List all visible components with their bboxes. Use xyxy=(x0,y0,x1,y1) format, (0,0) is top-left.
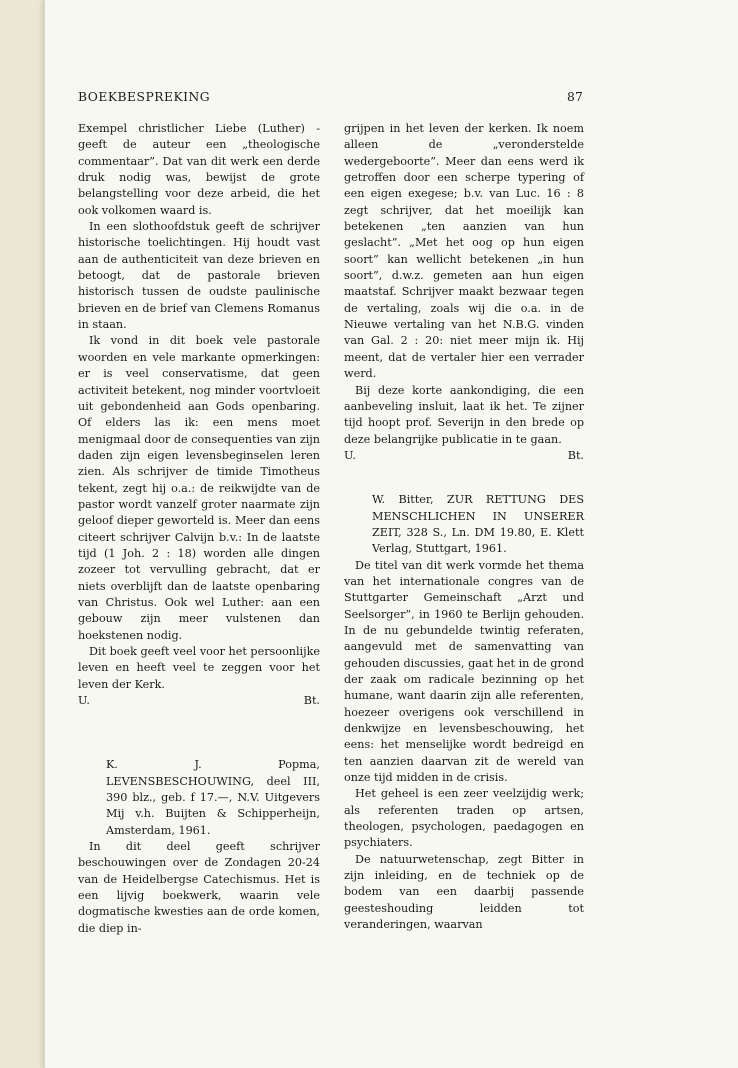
review-signature xyxy=(344,448,584,464)
signature-initial: U. xyxy=(78,694,90,708)
signature-reviewer: Bt. xyxy=(567,448,584,462)
paragraph: grijpen in het leven der kerken. Ik noem alleen de „veronderstelde wedergeboorte”. Meer dan eens werd ik getroffen door een scherpe typering of een eigen exegese; b.v. van Luc. 16 : 8 zegt schrijver, dat het moeilijk kan betekenen „ten aanzien van hun geslacht”. „Met het oog op hun eigen soort” kan wellicht betekenen „in hun soort”, d.w.z. gemeten aan hun eigen maatstaf. Schrijver maakt bezwaar tegen de vertaling, zoals wij die o.a. in de Nieuwe vertaling van het N.B.G. vinden van Gal. 2 : 20: niet meer mijn ik. Hij meent, dat de vertaler hier een verrader werd. xyxy=(344,122,584,381)
right-column xyxy=(344,121,584,934)
review-signature xyxy=(78,693,320,709)
paragraph: Bij deze korte aankondiging, die een aanbeveling insluit, laat ik het. Te zijner tijd hoopt prof. Severijn in den brede op deze belangrijke publicatie in te gaan. xyxy=(344,383,584,446)
paragraph: Dit boek geeft veel voor het persoonlijke leven en heeft veel te zeggen voor het leven der Kerk. xyxy=(78,645,320,691)
paragraph: Het geheel is een zeer veelzijdig werk; als referenten traden op artsen, theologen, psychologen, paedagogen en psychiaters. xyxy=(344,787,584,850)
book-reference: W. Bitter, ZUR RETTUNG DES MENSCHLICHEN IN UNSERER ZEIT, 328 S., Ln. DM 19.80, E. Klett Verlag, Stuttgart, 1961. xyxy=(372,493,584,556)
paragraph: De titel van dit werk vormde het thema van het internationale congres van de Stuttgarter Gemeinschaft „Arzt und Seelsorger”, in 1960 te Berlijn gehouden. In de nu gebundelde twintig referaten, aangevuld met de samenvatting van gehouden discussies, gaat het in de grond der zaak om radicale bezinning op het humane, want daarin zijn alle referenten, hoezeer overigens ook verschillend in denkwijze en levensbeschouwing, het eens: het menselijke wordt bedreigd en ten aanzien daarvan zit de wereld van onze tijd midden in de crisis. xyxy=(344,558,584,785)
running-header-title: BOEKBESPREKING xyxy=(78,90,211,104)
paragraph: Ik vond in dit boek vele pastorale woorden en vele markante opmerkingen: er is veel conservatisme, dat geen activiteit betekent, nog minder voortvloeit uit gebondenheid aan Gods openbaring. Of elders las ik: een mens moet menigmaal door de consequenties van zijn daden zijn eigen levensbeginselen leren zien. Als schrijver de timide Timotheus tekent, zegt hij o.a.: de reikwijdte van de pastor wordt vanzelf groter naarmate zijn geloof dieper geworteld is. Meer dan eens citeert schrijver Calvijn b.v.: In de laatste tijd (1 Joh. 2 : 18) worden alle dingen zozeer tot vervulling gebracht, dat er niets overblijft dan de laatste openbaring van Christus. Ook wel Luther: aan een gebouw zijn meer vulstenen dan hoekstenen nodig. xyxy=(78,334,320,642)
paragraph: In een slothoofdstuk geeft de schrijver historische toelichtingen. Hij houdt vast aan de authenticiteit van deze brieven en betoogt, dat de pastorale brieven historisch tussen de oudste paulinische brieven en de brief van Clemens Romanus in staan. xyxy=(78,220,320,332)
signature-reviewer: Bt. xyxy=(303,694,320,708)
signature-initial: U. xyxy=(344,448,356,462)
paragraph: Exempel christlicher Liebe (Luther) - geeft de auteur een „theologische commentaar”. Dat van dit werk een derde druk nodig was, bewijst de grote belangstelling voor deze arbeid, die het ook volkomen waard is. xyxy=(78,122,320,217)
paragraph: De natuurwetenschap, zegt Bitter in zijn inleiding, en de techniek op de bodem van een daarbij passende geesteshouding leidden tot veranderingen, waarvan xyxy=(344,852,584,932)
left-column xyxy=(78,121,320,937)
book-reference: K. J. Popma, LEVENSBESCHOUWING, deel III, 390 blz., geb. f 17.—, N.V. Uitgevers Mij v.h. Buijten & Schipperheijn, Amsterdam, 1961. xyxy=(106,758,320,837)
page-number: 87 xyxy=(567,90,584,104)
paragraph: In dit deel geeft schrijver beschouwingen over de Zondagen 20-24 van de Heidelbergse Catechismus. Het is een lijvig boekwerk, waarin vele dogmatische kwesties aan de orde komen, die diep in- xyxy=(78,840,320,935)
